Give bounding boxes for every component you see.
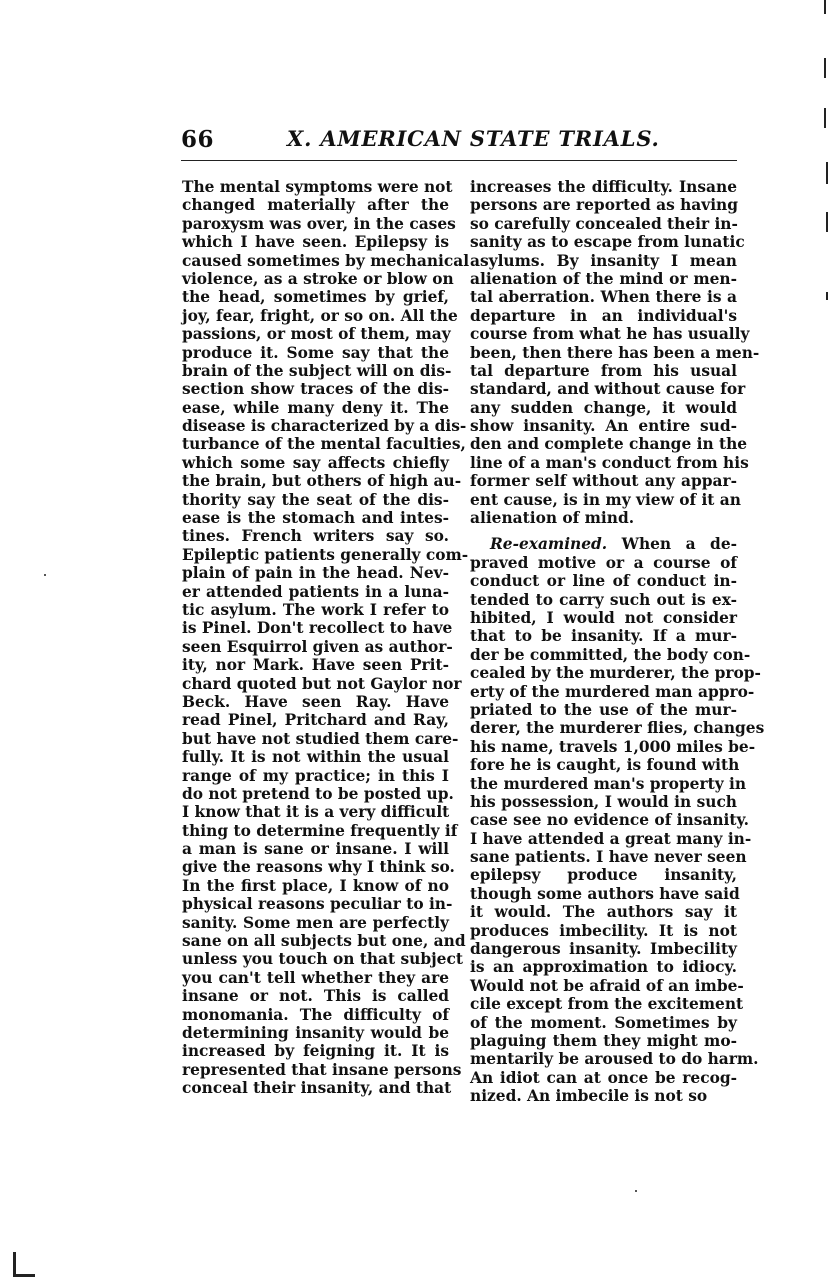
text-line: the murdered man's property in bbox=[470, 774, 747, 793]
text-line: ease, while many deny it. The bbox=[182, 398, 449, 417]
scan-edge-mark bbox=[826, 292, 828, 300]
text-line: produce it. Some say that the bbox=[182, 343, 449, 362]
text-line: sanity as to escape from lunatic bbox=[470, 233, 745, 252]
scan-edge-mark bbox=[824, 58, 826, 78]
text-line: the head, sometimes by grief, bbox=[182, 288, 449, 307]
text-line: monomania. The difficulty of bbox=[182, 1005, 449, 1024]
text-line: The mental symptoms were not bbox=[182, 178, 453, 196]
text-line: the brain, but others of high au- bbox=[182, 472, 462, 491]
text-line: thority say the seat of the dis- bbox=[182, 490, 449, 509]
scan-edge-mark bbox=[826, 212, 828, 232]
text-line: den and complete change in the bbox=[470, 435, 748, 454]
text-line: asylums. By insanity I mean bbox=[470, 251, 737, 270]
text-line: sane patients. I have never seen bbox=[470, 848, 747, 867]
text-line: physical reasons peculiar to in- bbox=[182, 895, 453, 914]
text-line: violence, as a stroke or blow on bbox=[182, 269, 454, 288]
text-line: disease is characterized by a dis- bbox=[182, 417, 467, 436]
text-line: tal aberration. When there is a bbox=[470, 288, 737, 307]
text-line: alienation of mind. bbox=[470, 509, 635, 528]
text-line: changed materially after the bbox=[182, 196, 449, 215]
text-line: paroxysm was over, in the cases bbox=[182, 214, 456, 233]
text-line: plaguing them they might mo- bbox=[470, 1031, 737, 1050]
scan-speck bbox=[44, 574, 46, 576]
text-line: conceal their insanity, and that bbox=[182, 1079, 452, 1098]
text-line: chard quoted but not Gaylor nor bbox=[182, 674, 462, 693]
text-line: epilepsy produce insanity, bbox=[470, 866, 737, 885]
text-line: his name, travels 1,000 miles be- bbox=[470, 737, 756, 756]
text-line: a man is sane or insane. I will bbox=[182, 840, 449, 859]
text-line: tal departure from his usual bbox=[470, 361, 737, 380]
text-line: brain of the subject will on dis- bbox=[182, 361, 452, 380]
text-line: insane or not. This is called bbox=[182, 987, 449, 1006]
scan-edge-mark bbox=[826, 162, 828, 184]
right-column bbox=[470, 178, 765, 1106]
text-line: ity, nor Mark. Have seen Prit- bbox=[182, 656, 449, 675]
text-line: his possession, I would in such bbox=[470, 792, 737, 811]
scan-corner-mark bbox=[13, 1274, 35, 1277]
text-line: dangerous insanity. Imbecility bbox=[470, 940, 737, 959]
text-line: sanity. Some men are perfectly bbox=[182, 913, 449, 932]
text-line: plain of pain in the head. Nev- bbox=[182, 564, 449, 583]
text-line: fully. It is not within the usual bbox=[182, 748, 449, 767]
text-line: ent cause, is in my view of it an bbox=[470, 490, 741, 509]
text-line: read Pinel, Pritchard and Ray, bbox=[182, 711, 449, 730]
text-line: former self without any appar- bbox=[470, 472, 737, 491]
text-line: produces imbecility. It is not bbox=[470, 921, 737, 940]
text-line: represented that insane persons bbox=[182, 1060, 462, 1079]
text-line: increases the difficulty. Insane bbox=[470, 178, 737, 196]
text-line: Epileptic patients generally com- bbox=[182, 545, 469, 564]
text-line: tines. French writers say so. bbox=[182, 527, 449, 546]
text-line: it would. The authors say it bbox=[470, 903, 737, 922]
text-line: any sudden change, it would bbox=[470, 398, 737, 417]
text-line: range of my practice; in this I bbox=[182, 766, 449, 785]
text-line: been, then there has been a men- bbox=[470, 343, 760, 362]
text-line: erty of the murdered man appro- bbox=[470, 682, 755, 701]
text-line: is Pinel. Don't recollect to have bbox=[182, 619, 453, 638]
text-line: priated to the use of the mur- bbox=[470, 700, 737, 719]
scan-edge-mark bbox=[824, 108, 826, 128]
text-line: caused sometimes by mechanical bbox=[182, 251, 470, 270]
text-line: do not pretend to be posted up. bbox=[182, 784, 454, 803]
text-line: cile except from the excitement bbox=[470, 995, 744, 1014]
text-line: of the moment. Sometimes by bbox=[470, 1013, 737, 1032]
text-line: alienation of the mind or men- bbox=[470, 269, 737, 288]
text-line: which some say affects chiefly bbox=[182, 453, 449, 472]
text-line: I have attended a great many in- bbox=[470, 829, 752, 848]
text-line: cealed by the murderer, the prop- bbox=[470, 664, 761, 683]
text-line: In the first place, I know of no bbox=[182, 876, 449, 895]
scan-corner-mark bbox=[13, 1252, 16, 1276]
text-line: case see no evidence of insanity. bbox=[470, 811, 750, 830]
text-line: course from what he has usually bbox=[470, 325, 750, 344]
text-line: Beck. Have seen Ray. Have bbox=[182, 692, 449, 711]
text-line: which I have seen. Epilepsy is bbox=[182, 233, 449, 252]
text-line: departure in an individual's bbox=[470, 306, 737, 325]
text-line: passions, or most of them, may bbox=[182, 325, 451, 344]
text-line: you can't tell whether they are bbox=[182, 968, 449, 987]
scan-speck bbox=[635, 1190, 637, 1192]
text-line: ease is the stomach and intes- bbox=[182, 509, 449, 528]
text-line: turbance of the mental faculties, bbox=[182, 435, 466, 454]
text-line: der be committed, the body con- bbox=[470, 645, 751, 664]
text-line: tic asylum. The work I refer to bbox=[182, 600, 449, 619]
text-line: er attended patients in a luna- bbox=[182, 582, 449, 601]
reexamined-line bbox=[470, 535, 737, 553]
header-rule bbox=[181, 160, 737, 161]
text-line: praved motive or a course of bbox=[470, 553, 737, 572]
text-line: so carefully concealed their in- bbox=[470, 214, 738, 233]
left-column bbox=[182, 178, 470, 1098]
text-line: is an approximation to idiocy. bbox=[470, 958, 737, 977]
text-line: that to be insanity. If a mur- bbox=[470, 627, 737, 646]
scan-edge-mark bbox=[824, 0, 826, 14]
text-line: tended to carry such out is ex- bbox=[470, 590, 737, 609]
text-line: increased by feigning it. It is bbox=[182, 1042, 449, 1061]
text-line: conduct or line of conduct in- bbox=[470, 572, 737, 591]
text-line: nized. An imbecile is not so bbox=[470, 1087, 708, 1106]
text-line: determining insanity would be bbox=[182, 1023, 449, 1042]
text-line: but have not studied them care- bbox=[182, 729, 459, 748]
text-line: An idiot can at once be recog- bbox=[470, 1068, 737, 1087]
text-line: Would not be afraid of an imbe- bbox=[470, 976, 744, 995]
text-line: fore he is caught, is found with bbox=[470, 756, 740, 775]
reexamined-line-tail: When a de- bbox=[621, 535, 738, 554]
text-line: thing to determine frequently if bbox=[182, 821, 458, 840]
text-line: seen Esquirrol given as author- bbox=[182, 637, 453, 656]
text-line: derer, the murderer flies, changes bbox=[470, 719, 765, 738]
running-head: X. AMERICAN STATE TRIALS. bbox=[287, 126, 660, 151]
text-line: standard, and without cause for bbox=[470, 380, 746, 399]
text-line: line of a man's conduct from his bbox=[470, 453, 749, 472]
text-line: joy, fear, fright, or so on. All the bbox=[182, 306, 458, 325]
text-line: though some authors have said bbox=[470, 884, 740, 903]
text-line: hibited, I would not consider bbox=[470, 608, 737, 627]
text-line: mentarily be aroused to do harm. bbox=[470, 1050, 759, 1069]
text-line: give the reasons why I think so. bbox=[182, 858, 455, 877]
text-line: section show traces of the dis- bbox=[182, 380, 449, 399]
text-line: I know that it is a very difficult bbox=[182, 803, 450, 822]
text-line: sane on all subjects but one, and bbox=[182, 932, 466, 951]
reexamined-label: Re-examined. bbox=[490, 535, 608, 554]
text-line: unless you touch on that subject bbox=[182, 950, 463, 969]
text-line: show insanity. An entire sud- bbox=[470, 417, 737, 436]
text-line: persons are reported as having bbox=[470, 196, 738, 215]
page-number: 66 bbox=[181, 126, 215, 153]
